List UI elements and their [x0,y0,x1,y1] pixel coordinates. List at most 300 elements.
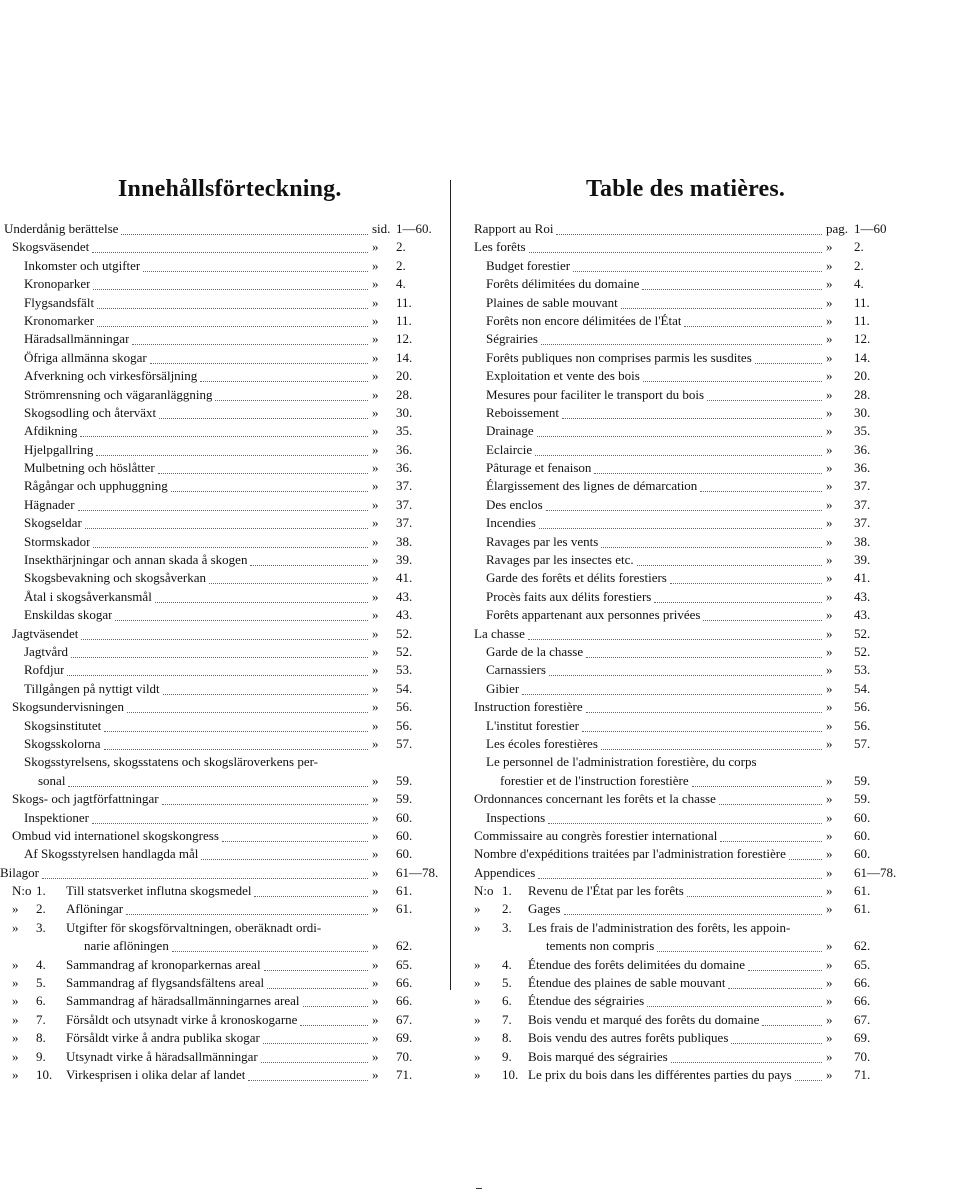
page-prefix: » [826,276,833,292]
toc-entry-title: Kronoparker [24,276,91,292]
page-prefix: » [372,515,379,531]
toc-entry-title: Nombre d'expéditions traitées par l'administration forestière [474,846,786,862]
toc-entry-title: Stormskador [24,533,91,549]
appendix-number-prefix: » [474,993,481,1009]
dot-leader [264,969,368,971]
dot-leader [671,1061,822,1063]
toc-entry [462,606,960,624]
toc-entry-title: Revenu de l'État par les forêts [528,883,684,899]
toc-entry [462,422,960,440]
page-number: 62. [396,938,413,954]
page-prefix: » [372,570,379,586]
appendix-number-prefix: » [12,901,19,917]
page-number: 30. [396,404,413,420]
dot-leader [158,472,368,474]
page-number: 56. [396,699,413,715]
toc-entry-title: Flygsandsfält [24,294,95,310]
toc-entry [462,974,960,992]
toc-entry-title: Gibier [486,680,520,696]
dot-leader [155,601,368,603]
dot-leader [529,251,822,253]
page-number: 38. [854,533,871,549]
toc-entries-french [462,220,960,1084]
page-number: 36. [854,441,871,457]
toc-entry [0,900,440,918]
page-number: 59. [854,791,871,807]
dot-leader [586,656,822,658]
page-prefix: » [372,662,379,678]
dot-leader [522,693,822,695]
toc-entry [0,533,440,551]
toc-entry-title: Les frais de l'administration des forêts, les appoin- [528,919,791,935]
page-number: 54. [854,680,871,696]
toc-entry-title: Rofdjur [24,662,65,678]
toc-entry [462,1011,960,1029]
toc-entry [0,974,440,992]
page-prefix: » [826,239,833,255]
page-number: 57. [854,735,871,751]
page-number: 59. [854,772,871,788]
toc-entry [462,1066,960,1084]
page-prefix: » [372,404,379,420]
toc-entry-title: Afverkning och virkesförsäljning [24,368,198,384]
dot-leader [132,343,368,345]
page-number: 14. [854,349,871,365]
page-number: 37. [854,515,871,531]
dot-leader [687,895,822,897]
dot-leader [300,1024,368,1026]
page-number: 4. [854,276,864,292]
page-prefix: » [826,938,833,954]
page-prefix: » [826,257,833,273]
page-number: 20. [396,368,413,384]
page-prefix: » [372,552,379,568]
appendix-number-prefix: N:o [474,883,494,899]
page-prefix: » [372,975,379,991]
dot-leader [97,307,368,309]
appendix-number: 1. [36,883,46,899]
page-number: 43. [854,607,871,623]
page-prefix: » [372,239,379,255]
dot-leader [209,582,368,584]
page-number: 65. [854,956,871,972]
toc-entry-title: Forêts délimitées du domaine [486,276,640,292]
page-number: 61. [396,883,413,899]
dot-leader [586,711,822,713]
toc-entry [462,404,960,422]
toc-entry [0,809,440,827]
toc-entry-title: Drainage [486,423,534,439]
page-prefix: » [826,607,833,623]
page-number: 43. [854,588,871,604]
toc-entry-title: Aflöningar [66,901,124,917]
page-prefix: » [372,846,379,862]
dot-leader [143,270,368,272]
toc-entry-title: Hägnader [24,496,75,512]
toc-entry-title: Åtal i skogsåverkansmål [24,588,152,604]
dot-leader [163,693,368,695]
dot-leader [748,969,822,971]
dot-leader [263,1042,368,1044]
dot-leader [642,288,822,290]
page-number: 36. [396,441,413,457]
dot-leader [85,527,368,529]
page-prefix: » [372,993,379,1009]
toc-title-swedish: Innehållsförteckning. [118,176,342,202]
page-number: 66. [396,993,413,1009]
toc-entry-title: Exploitation et vente des bois [486,368,640,384]
toc-entry [462,588,960,606]
page-number: 43. [396,588,413,604]
toc-entry-title: Inspections [486,809,546,825]
page-prefix: » [372,938,379,954]
appendix-number-prefix: » [12,1011,19,1027]
page-prefix: » [826,901,833,917]
page-number: 12. [854,331,871,347]
page-prefix: » [826,386,833,402]
toc-entry-title: La chasse [474,625,525,641]
toc-entry [0,698,440,716]
toc-entry-title: Étendue des plaines de sable mouvant [528,975,726,991]
dot-leader [562,417,822,419]
toc-entry-title: Utsynadt virke å häradsallmänningar [66,1048,258,1064]
toc-entry [0,257,440,275]
page-prefix: » [826,552,833,568]
page-prefix: » [372,294,379,310]
page-number: 67. [396,1011,413,1027]
dot-leader [541,343,822,345]
toc-entry-title: Kronomarker [24,312,95,328]
appendix-number-prefix: » [474,975,481,991]
page-number: 37. [854,478,871,494]
page-prefix: » [372,735,379,751]
toc-entry-title: Enskildas skogar [24,607,113,623]
toc-entry [0,625,440,643]
page-prefix: » [372,1067,379,1082]
toc-entry [462,496,960,514]
page-number: 52. [396,643,413,659]
page-prefix: » [372,331,379,347]
dot-leader [250,564,368,566]
page-prefix: » [826,662,833,678]
page-number: 4. [396,276,406,292]
appendix-number: 5. [502,975,512,991]
toc-entry [462,919,960,956]
toc-entry [462,900,960,918]
toc-entry-title-continued: tements non compris [546,938,655,954]
page-number: 57. [396,735,413,751]
page-prefix: » [372,680,379,696]
page-prefix: » [372,460,379,476]
toc-entry [462,330,960,348]
page-number: 41. [396,570,413,586]
dot-leader [71,656,368,658]
page-prefix: » [826,441,833,457]
page-prefix: » [372,956,379,972]
toc-entry [462,349,960,367]
page-number: 52. [396,625,413,641]
appendix-number: 1. [502,883,512,899]
page-number: 36. [396,460,413,476]
toc-entry [0,220,440,238]
page-number: 56. [396,717,413,733]
dot-leader [150,362,368,364]
page-number: 41. [854,570,871,586]
page-prefix: » [372,386,379,402]
toc-entry-title: Af Skogsstyrelsen handlagda mål [24,846,199,862]
page-number: 59. [396,772,413,788]
dot-leader [684,325,822,327]
appendix-number-prefix: » [474,901,481,917]
toc-entry [462,367,960,385]
dot-leader [303,1005,368,1007]
page-number: 52. [854,643,871,659]
page-number: 66. [396,975,413,991]
page-prefix: » [826,404,833,420]
page-prefix: » [372,1030,379,1046]
page-number: 61—78. [854,864,897,880]
page-prefix: » [826,515,833,531]
dot-leader [104,730,368,732]
page-mark [476,1188,482,1189]
toc-entry-title: Inkomster och utgifter [24,257,141,273]
page-number: 56. [854,717,871,733]
page-prefix: » [826,331,833,347]
dot-leader [115,619,368,621]
page-number: 69. [396,1030,413,1046]
page-prefix: » [372,864,379,880]
toc-entry-title: Afdikning [24,423,78,439]
appendix-number: 2. [36,901,46,917]
page-prefix: » [826,312,833,328]
toc-entry [462,717,960,735]
page-number: 2. [396,239,406,255]
toc-entry-title: Skogsskolorna [24,735,101,751]
dot-leader [127,711,368,713]
toc-entry [0,606,440,624]
toc-entry [0,514,440,532]
dot-leader [670,582,822,584]
page-number: 2. [854,257,864,273]
toc-entry [0,441,440,459]
toc-entry-title: Strömrensning och vägaranläggning [24,386,213,402]
toc-entry [0,845,440,863]
dot-leader [601,748,822,750]
dot-leader [67,674,368,676]
dot-leader [637,564,822,566]
dot-leader [172,950,368,952]
page-prefix: » [372,883,379,899]
page-prefix: » [826,993,833,1009]
toc-entry [462,569,960,587]
toc-entry-title: Pâturage et fenaison [486,460,592,476]
toc-entry-title: Eclaircie [486,441,533,457]
page-prefix: » [372,901,379,917]
appendix-number-prefix: » [474,956,481,972]
toc-entry-title-continued: sonal [38,772,66,788]
page-prefix: » [372,791,379,807]
dot-leader [556,233,822,235]
page-prefix: » [826,717,833,733]
appendix-number: 9. [36,1048,46,1064]
toc-entry [462,680,960,698]
toc-entry [0,551,440,569]
page-prefix: » [372,717,379,733]
toc-entry-title: Försåldt och utsynadt virke å kronoskogarne [66,1011,298,1027]
toc-entry-title: Appendices [474,864,536,880]
page-number: 37. [854,496,871,512]
dot-leader [692,785,822,787]
toc-entry [462,386,960,404]
toc-entry-title: Inspektioner [24,809,89,825]
toc-entry-title: Forêts non encore délimitées de l'État [486,312,682,328]
toc-entry-title: Carnassiers [486,662,546,678]
dot-leader [248,1079,368,1081]
page-prefix: » [826,975,833,991]
dot-leader [222,840,368,842]
toc-entries-swedish [0,220,440,1084]
dot-leader [201,858,368,860]
page-prefix: » [372,625,379,641]
toc-entry-title: Bilagor [0,864,39,880]
toc-entry-title: Mesures pour faciliter le transport du bois [486,386,705,402]
toc-entry [0,1011,440,1029]
page-number: 1—60 [854,221,887,236]
page-number: 70. [396,1048,413,1064]
toc-entry-title-continued: narie aflöningen [84,938,169,954]
toc-entry-title: Étendue des ségrairies [528,993,645,1009]
page-number: 60. [854,846,871,862]
toc-entry [0,459,440,477]
dot-leader [582,730,822,732]
dot-leader [254,895,368,897]
dot-leader [81,638,368,640]
toc-entry [462,625,960,643]
page-prefix: » [372,276,379,292]
toc-entry-title: Skogsinstitutet [24,717,102,733]
page-prefix: » [826,846,833,862]
toc-entry-title: Gages [528,901,561,917]
page-prefix: » [372,1048,379,1064]
dot-leader [621,307,822,309]
toc-entry [0,1066,440,1084]
toc-entry-title: Le prix du bois dans les différentes parties du pays [528,1067,792,1082]
appendix-number-prefix: » [12,1048,19,1064]
toc-entry [0,735,440,753]
page-number: 60. [854,827,871,843]
page-prefix: » [372,349,379,365]
page-number: 61. [854,901,871,917]
dot-leader [92,251,368,253]
page-number: 61. [396,901,413,917]
page-prefix: » [826,699,833,715]
toc-entry [0,753,440,790]
page-number: 69. [854,1030,871,1046]
dot-leader [42,877,368,879]
appendix-number: 7. [502,1011,512,1027]
toc-entry [0,404,440,422]
toc-entry-title: Rågångar och upphuggning [24,478,168,494]
toc-entry-title: Virkesprisen i olika delar af landet [66,1067,246,1082]
toc-entry [462,809,960,827]
dot-leader [121,233,368,235]
toc-entry [462,220,960,238]
appendix-number: 9. [502,1048,512,1064]
toc-entry-title: Hjelpgallring [24,441,94,457]
appendix-number: 4. [36,956,46,972]
page-number: 53. [854,662,871,678]
appendix-number: 6. [36,993,46,1009]
dot-leader [104,748,368,750]
toc-entry-title: Skogsundervisningen [12,699,124,715]
toc-entry-title: Försåldt virke å andra publika skogar [66,1030,260,1046]
toc-entry-title: Skogs- och jagtförfattningar [12,791,159,807]
page-prefix: » [372,496,379,512]
page-prefix: » [372,809,379,825]
toc-entry [462,459,960,477]
page-number: 59. [396,791,413,807]
dot-leader [261,1061,368,1063]
toc-entry-title-continued: forestier et de l'instruction forestière [500,772,689,788]
column-divider [450,180,451,990]
dot-leader [762,1024,822,1026]
appendix-number: 3. [36,919,46,935]
toc-entry-title: Les forêts [474,239,526,255]
page-prefix: » [826,864,833,880]
toc-entry-title: Till statsverket influtna skogsmedel [66,883,252,899]
toc-entry [462,864,960,882]
toc-entry-title: Procès faits aux délits forestiers [486,588,652,604]
dot-leader [93,288,368,290]
dot-leader [68,785,368,787]
page-prefix: » [372,699,379,715]
toc-entry-title: L'institut forestier [486,717,579,733]
toc-entry [462,790,960,808]
toc-entry-title: Ravages par les insectes etc. [486,552,634,568]
toc-entry-title: Garde des forêts et délits forestiers [486,570,667,586]
dot-leader [162,803,368,805]
toc-entry [0,864,440,882]
page-prefix: » [826,625,833,641]
toc-entry-title: Ordonnances concernant les forêts et la chasse [474,791,716,807]
page-number: 37. [396,496,413,512]
appendix-number-prefix: » [12,919,19,935]
appendix-number: 10. [36,1067,53,1082]
page-prefix: » [826,1067,833,1082]
appendix-number: 4. [502,956,512,972]
page-number: 11. [396,294,412,310]
toc-entry [462,882,960,900]
page-prefix: sid. [372,221,391,236]
dot-leader [594,472,822,474]
page-prefix: » [826,680,833,696]
dot-leader [720,840,822,842]
page-number: 28. [854,386,871,402]
page-number: 39. [854,552,871,568]
toc-entry [462,643,960,661]
page-number: 39. [396,552,413,568]
toc-entry-title: Insekthärjningar och annan skada å skogen [24,552,248,568]
dot-leader [78,509,368,511]
appendix-number-prefix: » [12,975,19,991]
toc-entry [462,441,960,459]
page-number: 35. [396,423,413,439]
toc-entry-title: Skogsstyrelsens, skogsstatens och skogsläroverkens per- [24,754,319,770]
toc-entry-title: Underdånig berättelse [4,221,119,236]
toc-entry-title: Ségrairies [486,331,538,347]
toc-entry [0,1048,440,1066]
toc-entry-title: Le personnel de l'administration forestière, du corps [486,754,757,770]
